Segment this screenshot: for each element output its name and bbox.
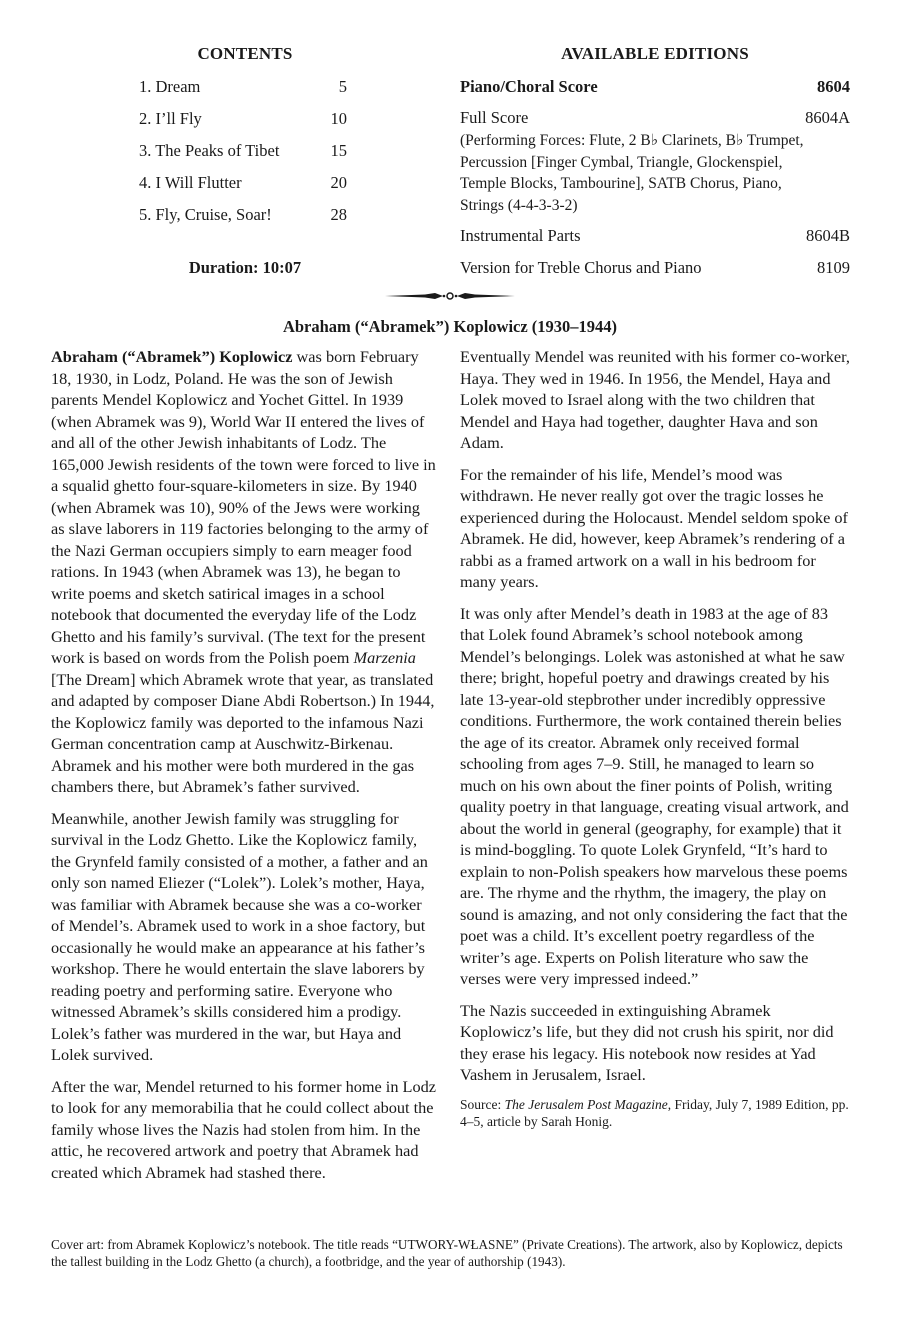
edition-code: 8109: [817, 258, 850, 277]
ornament-divider-icon: [385, 291, 515, 301]
toc-item-label: 1. Dream: [139, 77, 201, 96]
bio-paragraph: It was only after Mendel’s death in 1983 at the age of 83 that Lolek found Abramek’s school notebook among Mendel’s belongings. Lolek was astonished at what he saw there; bright, hopeful poetry and drawings created by his late 13-year-old stepbrother under incredibly oppressive conditions. Furthermore, the work contained therein belies the age of its creator. Abramek only received formal schooling from ages 7–9. Still, he managed to learn so much on his own about the finer points of Polish, writing quality poetry in that language, creating visual artwork, and about the world in general (geography, for example) that it is mind-boggling. To quote Lolek Grynfeld, “It’s hard to explain to non-Polish speakers how marvelous these poems are. The rhyme and the rhythm, the imagery, the play on sound is amazing, and not only considering the fact that the poet was a child. It’s excellent poetry regardless of the writer’s age. Experts on Polish literature who saw the verses were very impressed indeed.”: [460, 603, 849, 988]
toc-item-page: 28: [330, 205, 347, 224]
edition-instrumental-parts: [460, 226, 850, 246]
performing-forces: (Performing Forces: Flute, 2 B♭ Clarinets, B♭ Trumpet, Percussion [Finger Cymbal, Triangle, Glockenspiel, Temple Blocks, Tambourine], SATB Chorus, Piano, Strings (4-4-3-3-2): [460, 132, 804, 214]
source-citation: Source: The Jerusalem Post Magazine, Friday, July 7, 1989 Edition, pp. 4–5, article by Sarah Honig.: [460, 1096, 849, 1129]
toc-item-page: 20: [330, 173, 347, 192]
edition-label: Instrumental Parts: [460, 226, 581, 245]
contents-heading: CONTENTS: [197, 44, 293, 63]
poem-title: Marzenia: [353, 648, 416, 667]
cover-art-note: Cover art: from Abramek Koplowicz’s notebook. The title reads “UTWORY-WŁASNE” (Private Creations). The artwork, also by Koplowicz, depicts the tallest building in the Lodz Ghetto (a church), a footbridge, and the year of authorship (1943).: [51, 1237, 843, 1269]
source-publication: The Jerusalem Post Magazine: [504, 1096, 668, 1112]
edition-piano-choral: [460, 77, 850, 97]
toc-item-page: 10: [330, 109, 347, 128]
bio-subject-name: Abraham (“Abramek”) Koplowicz: [51, 347, 293, 366]
bio-paragraph: Eventually Mendel was reunited with his former co-worker, Haya. They wed in 1946. In 1956, the Mendel, Haya and Lolek moved to Israel along with the two children that Mendel and Haya had together, daughter Hava and son Adam.: [460, 347, 850, 452]
edition-code: 8604B: [805, 226, 850, 245]
bio-title: Abraham (“Abramek”) Koplowicz (1930–1944): [282, 317, 618, 336]
edition-label: Full Score: [460, 108, 529, 127]
bio-paragraph: Abraham (“Abramek”) Koplowicz was born February 18, 1930, in Lodz, Poland. He was the son of Jewish parents Mendel Koplowicz and Yochet Gittel. In 1939 (when Abramek was 9), World War II entered the lives of and all of the other Jewish inhabitants of Lodz. The 165,000 Jewish residents of the town were forced to live in a squalid ghetto four-square-kilometers in size. By 1940 (when Abramek was 10), 90% of the Jews were working as slave laborers in 119 factories belonging to the army of the Nazi German occupiers simply to earn meager food rations. In 1943 (when Abramek was 13), he began to write poems and sketch satirical images in a school notebook that documented the everyday life of the Lodz Ghetto and his family’s survival. (The text for the present work is based on words from the Polish poem Marzenia [The Dream] which Abramek wrote that year, as translated and adapted by composer Diane Abdi Robertson.) In 1944, the Koplowicz family was deported to the infamous Nazi German concentration camp at Auschwitz-Birkenau. Abramek and his mother were both murdered in the gas chambers there, but Abramek’s father survived.: [51, 347, 436, 796]
toc-item-page: 5: [338, 77, 347, 96]
bio-paragraph: After the war, Mendel returned to his former home in Lodz to look for any memorabilia that he could collect about the family whose lives the Nazis had stolen from him. In the attic, he recovered artwork and poetry that Abramek had created which Abramek had stashed there.: [51, 1076, 436, 1182]
toc-item: [139, 141, 351, 163]
bio-paragraph: Meanwhile, another Jewish family was struggling for survival in the Lodz Ghetto. Like the Koplowicz family, the Grynfeld family consisted of a mother, a father and an only son named Eliezer (“Lolek”). Lolek’s mother, Haya, was familiar with Abramek because she was a co-worker of Mendel’s. Abramek used to work in a shoe factory, but occasionally he would make an appearance at his father’s workshop. There he would entertain the slave laborers by reading poetry and performing satire. Everyone who witnessed Abramek’s skills considered him a prodigy. Lolek’s father was murdered in the war, but Haya and Lolek survived.: [51, 808, 428, 1064]
edition-label: Piano/Choral Score: [460, 77, 598, 96]
bio-right-column: [460, 346, 850, 1130]
toc-item-label: 4. I Will Flutter: [139, 173, 242, 192]
toc-item: [139, 173, 351, 195]
toc-item-label: 5. Fly, Cruise, Soar!: [139, 205, 272, 224]
duration: Duration: 10:07: [188, 258, 302, 277]
editions-heading: AVAILABLE EDITIONS: [561, 44, 749, 63]
toc-item-label: 2. I’ll Fly: [139, 109, 202, 128]
edition-treble-chorus: [460, 258, 850, 278]
toc-item: [139, 109, 351, 131]
edition-code: 8604: [817, 77, 850, 96]
bio-paragraph: For the remainder of his life, Mendel’s mood was withdrawn. He never really got over the tragic losses he experienced during the Holocaust. Mendel seldom spoke of Abramek. He did, however, keep Abramek’s rendering of a rabbi as a framed artwork on a wall in his bedroom for many years.: [460, 464, 848, 591]
toc-item-label: 3. The Peaks of Tibet: [139, 141, 280, 160]
bio-left-column: [51, 346, 437, 1193]
toc-item: [139, 205, 351, 227]
edition-code: 8604A: [805, 108, 850, 127]
edition-label: Version for Treble Chorus and Piano: [460, 258, 702, 277]
bio-paragraph: The Nazis succeeded in extinguishing Abramek Koplowicz’s life, but they did not crush his spirit, nor did they erase his legacy. His notebook now resides at Yad Vashem in Jerusalem, Israel.: [460, 1000, 834, 1084]
edition-full-score: [460, 108, 850, 128]
toc-item: [139, 77, 351, 99]
toc-item-page: 15: [330, 141, 347, 160]
